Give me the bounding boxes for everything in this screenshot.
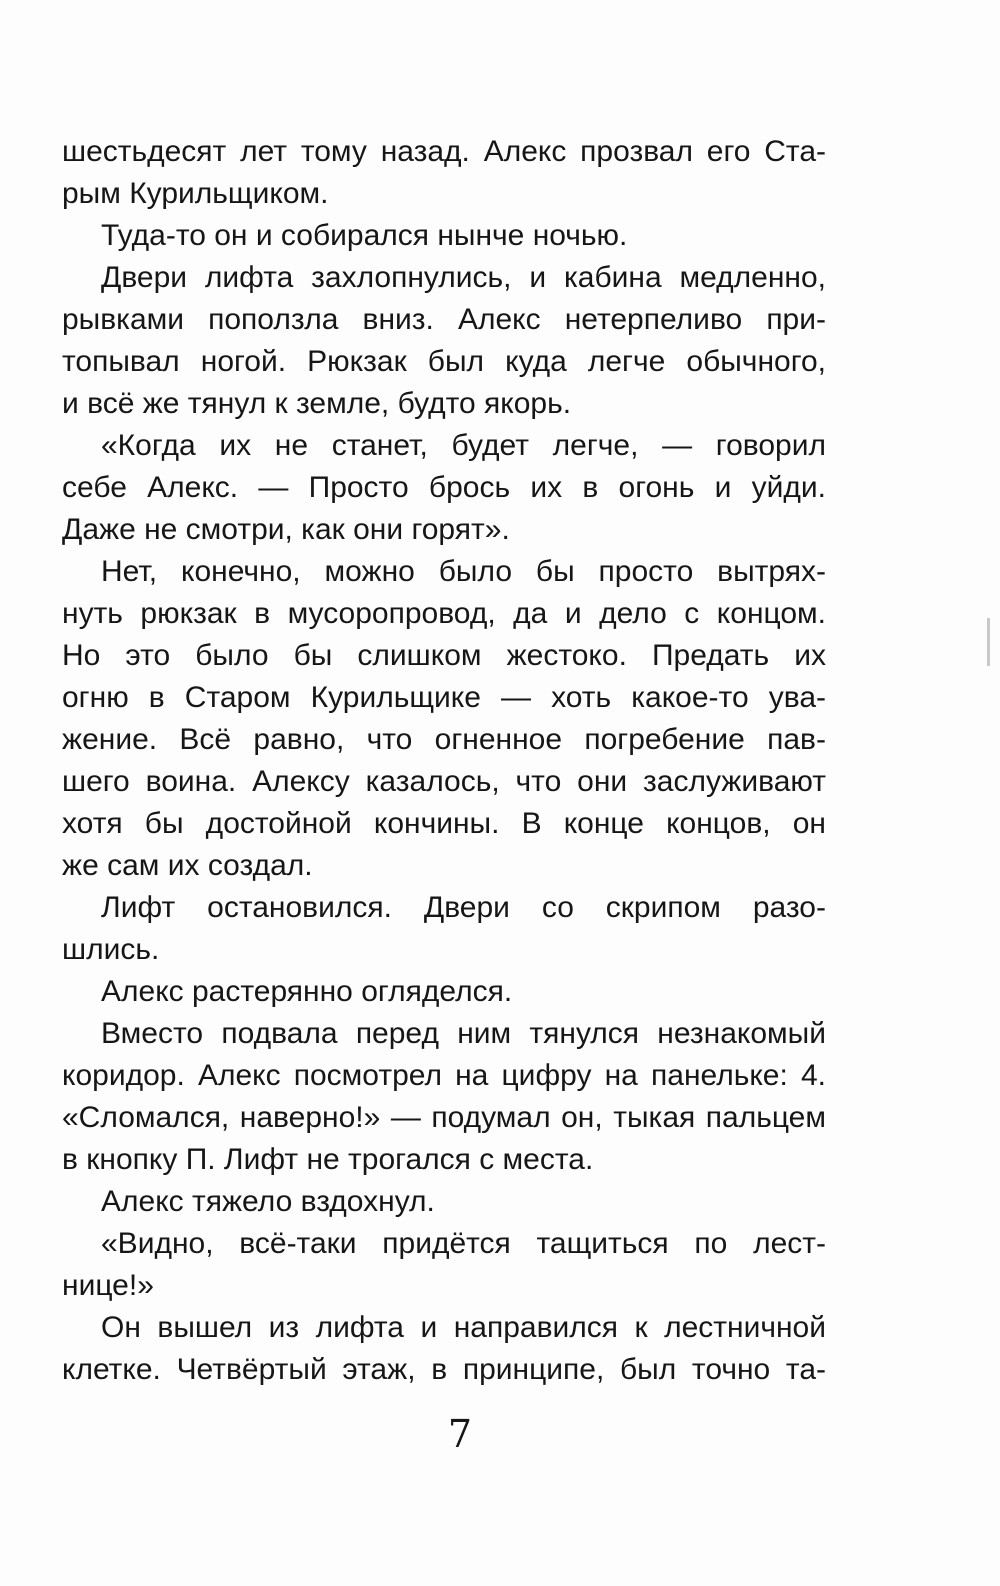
text-line: жение. Всё равно, что огненное погребение пав- bbox=[62, 723, 826, 756]
text-line: «Когда их не станет, будет легче, — говорил bbox=[101, 429, 826, 462]
text-line: рывками поползла вниз. Алекс нетерпеливо при- bbox=[62, 303, 826, 336]
page-body-text bbox=[62, 131, 826, 1391]
text-line: и всё же тянул к земле, будто якорь. bbox=[62, 387, 572, 420]
text-line: рым Курильщиком. bbox=[62, 177, 329, 210]
text-line: шлись. bbox=[62, 933, 160, 966]
text-line: огню в Старом Курильщике — хоть какое-то ува- bbox=[62, 681, 826, 714]
text-line: Алекс тяжело вздохнул. bbox=[101, 1185, 435, 1218]
text-line: хотя бы достойной кончины. В конце концов, он bbox=[62, 807, 826, 840]
text-line: в кнопку П. Лифт не трогался с места. bbox=[62, 1143, 594, 1176]
text-line: нице!» bbox=[62, 1269, 154, 1302]
text-line: коридор. Алекс посмотрел на цифру на панельке: 4. bbox=[62, 1059, 826, 1092]
scan-edge-mark bbox=[987, 618, 990, 666]
text-line: же сам их создал. bbox=[62, 849, 313, 882]
text-line: шего воина. Алексу казалось, что они заслуживают bbox=[62, 765, 826, 798]
text-line: шестьдесят лет тому назад. Алекс прозвал его Ста- bbox=[62, 135, 826, 168]
text-line: Он вышел из лифта и направился к лестничной bbox=[101, 1311, 826, 1344]
text-line: Вместо подвала перед ним тянулся незнакомый bbox=[101, 1017, 826, 1050]
text-line: Алекс растерянно огляделся. bbox=[101, 975, 513, 1008]
text-line: Нет, конечно, можно было бы просто вытрях- bbox=[101, 555, 826, 588]
text-line: Туда-то он и собирался нынче ночью. bbox=[101, 219, 628, 252]
text-line: нуть рюкзак в мусоропровод, да и дело с концом. bbox=[62, 597, 826, 630]
text-line: «Сломался, наверно!» — подумал он, тыкая пальцем bbox=[62, 1101, 826, 1134]
text-line: топывал ногой. Рюкзак был куда легче обычного, bbox=[62, 345, 826, 378]
text-line: Двери лифта захлопнулись, и кабина медленно, bbox=[101, 261, 826, 294]
text-line: Но это было бы слишком жестоко. Предать их bbox=[62, 639, 826, 672]
text-line: Даже не смотри, как они горят». bbox=[62, 513, 510, 546]
page-number: 7 bbox=[447, 1412, 473, 1456]
text-line: себе Алекс. — Просто брось их в огонь и уйди. bbox=[62, 471, 826, 504]
text-line: клетке. Четвёртый этаж, в принципе, был точно та- bbox=[62, 1353, 826, 1386]
text-line: «Видно, всё-таки придётся тащиться по лест- bbox=[101, 1227, 826, 1260]
text-line: Лифт остановился. Двери со скрипом разо- bbox=[101, 891, 826, 924]
